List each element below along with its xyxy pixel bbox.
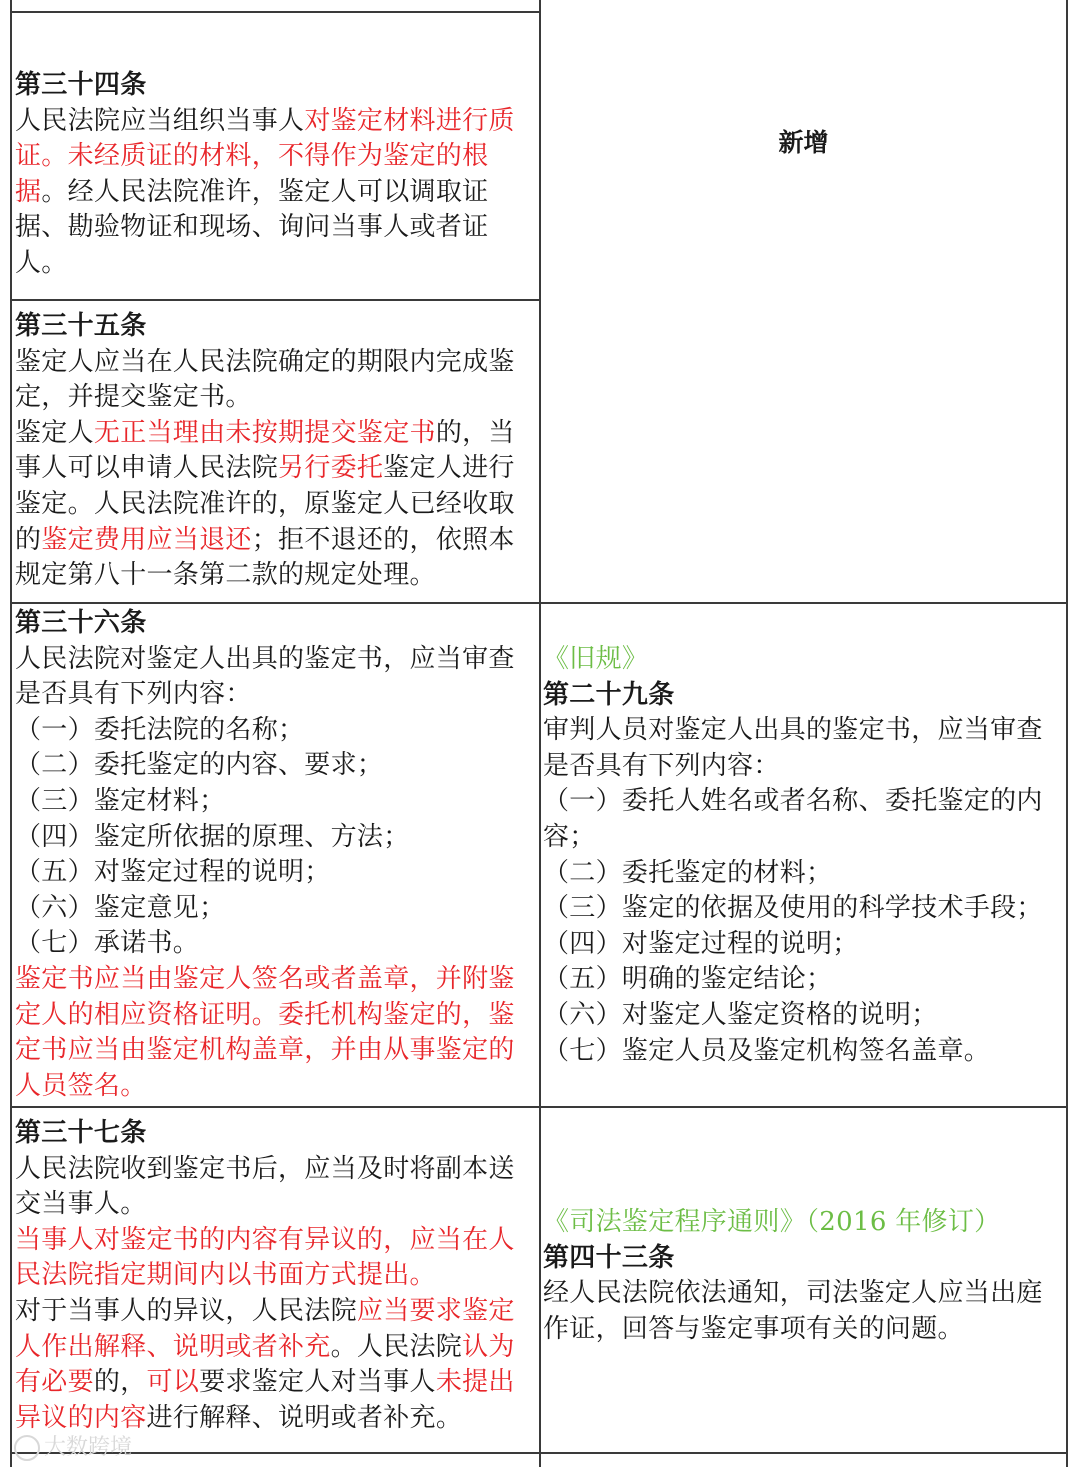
source-label: 《旧规》 — [543, 644, 649, 674]
list-item: （六）鉴定意见； — [15, 892, 226, 923]
new-addition-label: 新增 — [778, 128, 829, 157]
list-item: （一）委托人姓名或者名称、委托鉴定的内容； — [543, 786, 1043, 852]
article-intro: 人民法院对鉴定人出具的鉴定书，应当审查是否具有下列内容： — [15, 643, 515, 710]
highlighted-text: 未提出异议的内容 — [15, 1367, 515, 1433]
article-paragraph — [15, 416, 540, 594]
article-35-cell — [12, 309, 540, 594]
highlighted-text: 可以 — [146, 1367, 200, 1398]
row-divider — [10, 11, 541, 13]
list-item: （五）明确的鉴定结论； — [543, 964, 833, 995]
watermark — [14, 1430, 132, 1461]
text-segment: 的， — [93, 1367, 147, 1398]
article-paragraph: 人民法院收到鉴定书后，应当及时将副本送交当事人。 — [15, 1153, 515, 1220]
article-paragraph: 鉴定人应当在人民法院确定的期限内完成鉴定，并提交鉴定书。 — [15, 346, 515, 413]
article-title: 第四十三条 — [543, 1242, 675, 1273]
list-item: （三）鉴定的依据及使用的科学技术手段； — [543, 893, 1043, 924]
highlighted-paragraph: 当事人对鉴定书的内容有异议的，应当在人民法院指定期间内以书面方式提出。 — [15, 1224, 515, 1291]
list-item: （二）委托鉴定的内容、要求； — [15, 750, 384, 781]
text-segment: 要求鉴定人对当事人 — [199, 1367, 436, 1398]
list-item: （四）鉴定所依据的原理、方法； — [15, 821, 410, 852]
article-paragraph — [15, 1294, 540, 1436]
appraisal-rule-43-cell — [541, 1205, 1068, 1347]
article-title: 第三十四条 — [15, 70, 147, 100]
list-item: （六）对鉴定人鉴定资格的说明； — [543, 999, 938, 1030]
text-segment: 的，当事人可以申请人民法院 — [15, 417, 515, 484]
row-divider — [10, 1452, 1068, 1454]
text-segment: 鉴定人进行鉴定。人民法院准许的，原鉴定人已经收取的 — [15, 453, 515, 555]
highlighted-text: 鉴定费用应当退还 — [41, 524, 252, 555]
list-item: （一）委托法院的名称； — [15, 714, 305, 745]
article-body: 经人民法院依法通知，司法鉴定人应当出庭作证，回答与鉴定事项有关的问题。 — [543, 1278, 1043, 1344]
text-segment: 进行解释、说明或者补充。 — [146, 1402, 463, 1433]
watermark-logo-icon — [14, 1435, 40, 1461]
watermark-text: 大数跨境 — [44, 1435, 133, 1460]
text-segment: 人民法院应当组织当事人 — [15, 105, 305, 136]
source-label: 《司法鉴定程序通则》（2016 年修订） — [543, 1207, 1001, 1237]
row-divider — [10, 602, 1068, 604]
row-divider — [10, 1106, 1068, 1108]
highlighted-paragraph: 鉴定书应当由鉴定人签名或者盖章，并附鉴定人的相应资格证明。委托机构鉴定的，鉴定书应当由鉴定机构盖章，并由从事鉴定的人员签名。 — [15, 963, 515, 1101]
highlighted-text: 对鉴定材料进行质证。未经质证的材料，不得作为鉴定的根据 — [15, 105, 515, 207]
list-item: （七）鉴定人员及鉴定机构签名盖章。 — [543, 1035, 991, 1066]
article-title: 第三十五条 — [15, 311, 147, 341]
text-segment: ；拒不退还的，依照本规定第八十一条第二款的规定处理。 — [15, 524, 515, 591]
list-item: （二）委托鉴定的材料； — [543, 857, 833, 888]
list-item: （五）对鉴定过程的说明； — [15, 857, 331, 888]
highlighted-text: 另行委托 — [278, 453, 384, 484]
article-intro: 审判人员对鉴定人出具的鉴定书，应当审查是否具有下列内容： — [543, 715, 1043, 781]
article-36-cell — [12, 606, 540, 1104]
text-segment: 鉴定人 — [15, 417, 94, 448]
article-title: 第二十九条 — [543, 679, 675, 710]
article-title: 第三十六条 — [15, 608, 147, 638]
text-segment: 。经人民法院准许，鉴定人可以调取证据、勘验物证和现场、询问当事人或者证人。 — [15, 176, 489, 278]
article-body — [15, 104, 540, 282]
old-rule-29-cell — [541, 642, 1068, 1069]
list-item: （七）承诺书。 — [15, 928, 200, 959]
article-34-cell — [12, 68, 540, 282]
list-item: （四）对鉴定过程的说明； — [543, 928, 859, 959]
highlighted-text: 认为有必要 — [15, 1331, 515, 1398]
highlighted-text: 应当要求鉴定人作出解释、说明或者补充 — [15, 1295, 515, 1362]
list-item: （三）鉴定材料； — [15, 785, 226, 816]
text-segment: 。人民法院 — [330, 1331, 463, 1362]
highlighted-text: 无正当理由未按期提交鉴定书 — [93, 417, 436, 448]
text-segment: 对于当事人的异议，人民法院 — [15, 1295, 357, 1326]
article-title: 第三十七条 — [15, 1118, 147, 1148]
new-addition-cell — [541, 0, 1066, 602]
article-37-cell — [12, 1116, 540, 1436]
row-divider — [10, 299, 541, 301]
comparison-table — [10, 0, 1068, 1467]
